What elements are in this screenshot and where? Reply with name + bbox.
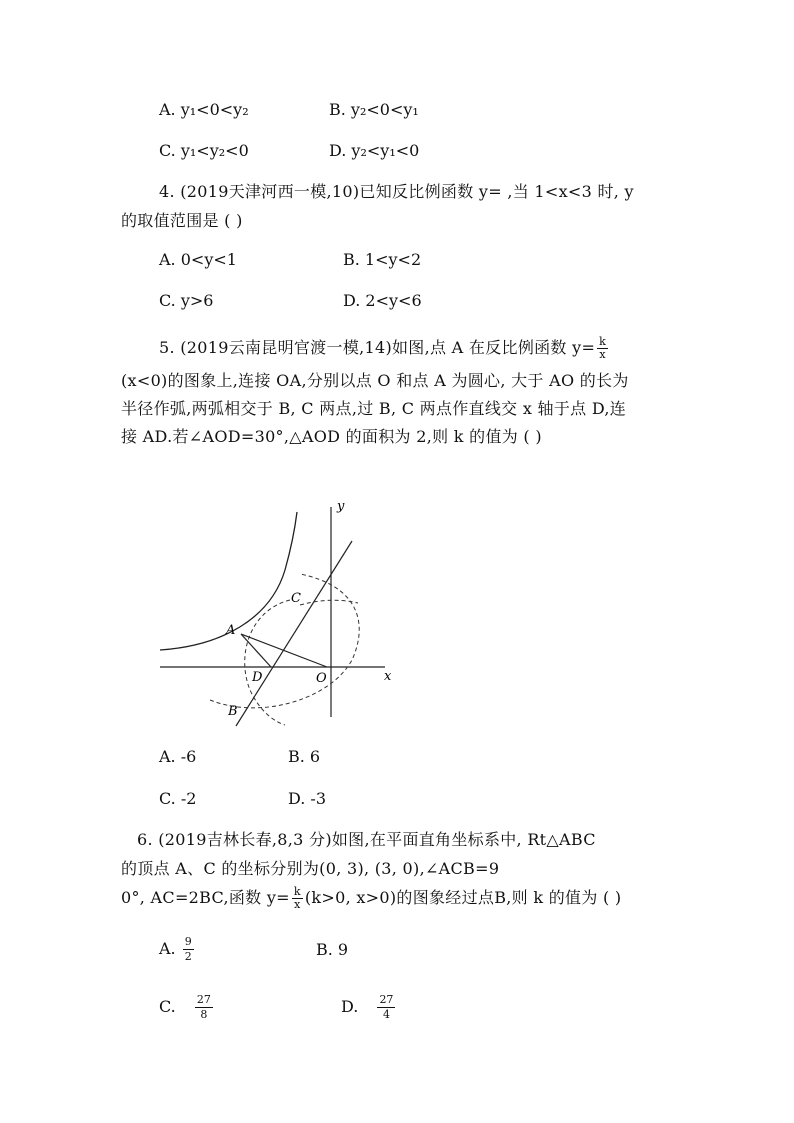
q6-option-a-den: 2 bbox=[184, 950, 192, 963]
q3-option-c: C. y₁<y₂<0 bbox=[159, 141, 249, 160]
q4-option-a: A. 0<y<1 bbox=[159, 250, 237, 269]
q4-option-b: B. 1<y<2 bbox=[343, 250, 422, 269]
q3-option-d: D. y₂<y₁<0 bbox=[329, 141, 420, 160]
q6-fraction-numerator: k bbox=[293, 885, 301, 898]
q4-option-c: C. y>6 bbox=[159, 291, 214, 310]
q6-stem-line3-post: (k>0, x>0)的图象经过点B,则 k 的值为 ( ) bbox=[304, 888, 622, 907]
q6-stem-line2: 的顶点 A、C 的坐标分别为(0, 3), (3, 0),∠ACB=9 bbox=[121, 859, 500, 878]
label-y: y bbox=[337, 499, 345, 514]
q5-stem-line1-text: 5. (2019云南昆明官渡一模,14)如图,点 A 在反比例函数 y= bbox=[159, 338, 596, 357]
q5-option-c: C. -2 bbox=[159, 789, 197, 808]
q5-option-d: D. -3 bbox=[288, 789, 327, 808]
q6-option-a-num: 9 bbox=[184, 935, 192, 948]
q6-option-c-den: 8 bbox=[200, 1008, 208, 1021]
arc-upper-segment bbox=[300, 600, 358, 605]
q6-option-d-num: 27 bbox=[379, 993, 394, 1006]
label-a: A bbox=[226, 623, 236, 638]
q5-stem-line2: (x<0)的图象上,连接 OA,分别以点 O 和点 A 为圆心, 大于 AO 的长为 bbox=[121, 371, 629, 390]
q6-fraction bbox=[292, 886, 303, 911]
q3-option-b: B. y₂<0<y₁ bbox=[329, 100, 419, 119]
q6-option-d-fraction bbox=[377, 993, 395, 1022]
q4-stem-line1: 4. (2019天津河西一模,10)已知反比例函数 y= ,当 1<x<3 时, y bbox=[159, 182, 634, 201]
label-o: O bbox=[316, 671, 327, 686]
label-x: x bbox=[384, 669, 392, 684]
label-d: D bbox=[252, 670, 263, 685]
q6-option-c bbox=[159, 993, 215, 1022]
q6-option-b: B. 9 bbox=[316, 940, 349, 959]
q5-option-b: B. 6 bbox=[288, 747, 321, 766]
q5-stem-line3: 半径作弧,两弧相交于 B, C 两点,过 B, C 两点作直线交 x 轴于点 D,连 bbox=[121, 399, 627, 418]
q6-option-c-fraction bbox=[195, 993, 213, 1022]
q6-option-a bbox=[159, 935, 196, 964]
q6-option-d-den: 4 bbox=[382, 1008, 390, 1021]
line-bc bbox=[236, 541, 352, 726]
q6-option-c-label: C. bbox=[159, 997, 176, 1016]
q6-fraction-denominator: x bbox=[294, 898, 301, 911]
q4-stem-line2: 的取值范围是 ( ) bbox=[121, 211, 243, 230]
label-c: C bbox=[291, 591, 301, 606]
q6-option-d-label: D. bbox=[341, 997, 359, 1016]
q6-option-c-num: 27 bbox=[196, 993, 211, 1006]
q5-option-a: A. -6 bbox=[159, 747, 197, 766]
arc-centered-a bbox=[210, 574, 359, 708]
q6-option-a-label: A. bbox=[159, 939, 176, 958]
q5-stem-line4: 接 AD.若∠AOD=30°,△AOD 的面积为 2,则 k 的值为 ( ) bbox=[121, 427, 542, 446]
segment-ao bbox=[241, 634, 327, 667]
q6-option-a-fraction bbox=[183, 935, 194, 964]
q5-fraction-numerator: k bbox=[599, 335, 607, 348]
q6-option-d bbox=[341, 993, 397, 1022]
label-b: B bbox=[228, 704, 238, 719]
q5-fraction-denominator: x bbox=[599, 348, 606, 361]
q6-stem-line3-pre: 0°, AC=2BC,函数 y= bbox=[121, 888, 290, 907]
q4-option-d: D. 2<y<6 bbox=[343, 291, 422, 310]
q6-stem-line3 bbox=[121, 886, 621, 911]
q6-stem-line1: 6. (2019吉林长春,8,3 分)如图,在平面直角坐标系中, Rt△ABC bbox=[137, 830, 596, 849]
q3-option-a: A. y₁<0<y₂ bbox=[159, 100, 249, 119]
